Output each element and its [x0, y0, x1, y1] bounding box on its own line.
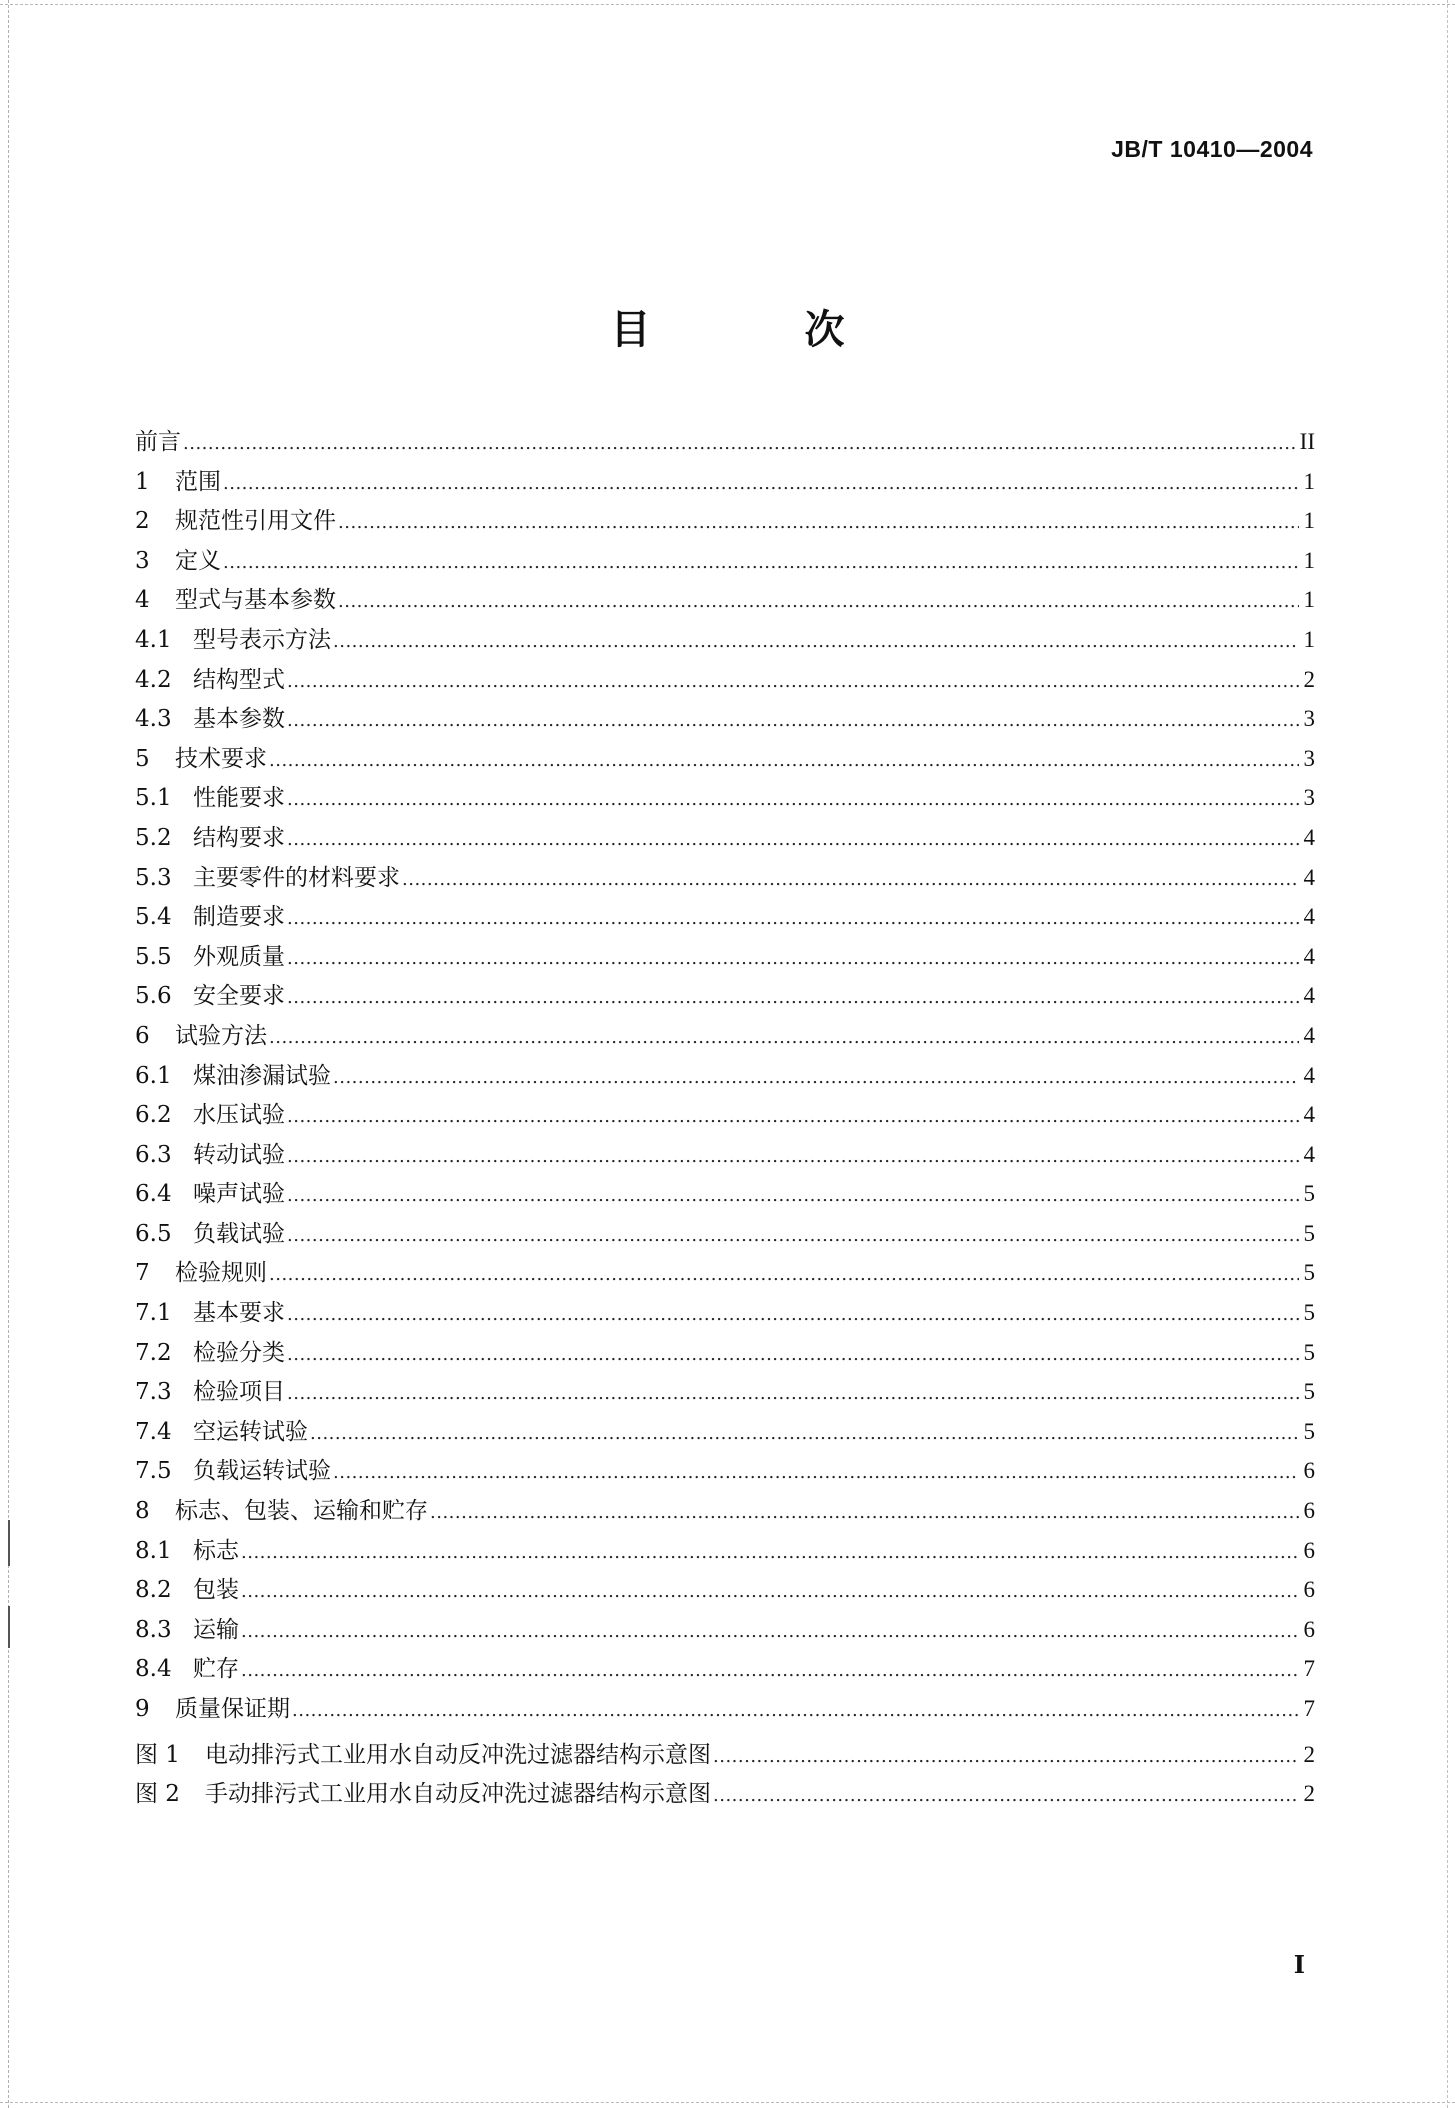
toc-entry-title: 安全要求 — [193, 983, 285, 1010]
toc-entry-title: 前言 — [135, 429, 181, 455]
toc-entry[interactable] — [135, 739, 1315, 779]
toc-leader-dots — [287, 939, 1299, 979]
toc-leader-dots — [333, 622, 1299, 662]
toc-leader-dots — [287, 899, 1299, 939]
toc-leader-dots — [269, 1018, 1299, 1058]
toc-leader-dots — [241, 1533, 1299, 1573]
toc-leader-dots — [269, 1255, 1299, 1295]
toc-entry-number: 5 — [135, 745, 150, 772]
toc-entry[interactable] — [135, 1135, 1315, 1175]
toc-leader-dots — [287, 1216, 1299, 1256]
toc-entry-page: 4 — [1303, 904, 1315, 930]
scan-edge-bottom — [0, 2102, 1455, 2104]
toc-entry[interactable] — [135, 937, 1315, 977]
toc-entry-number: 5.4 — [135, 904, 172, 931]
table-of-contents — [135, 422, 1315, 1814]
toc-entry-number: 图 2 — [135, 1781, 180, 1808]
toc-entry-page: 4 — [1303, 1141, 1315, 1167]
scan-mark — [8, 1520, 10, 1566]
toc-entry[interactable] — [135, 501, 1315, 541]
scan-edge-top — [0, 4, 1455, 6]
toc-entry-number: 7 — [135, 1260, 150, 1287]
toc-entry-number: 9 — [135, 1696, 150, 1722]
toc-entry-title: 检验项目 — [193, 1379, 285, 1406]
toc-entry-title: 空运转试验 — [193, 1418, 308, 1445]
toc-entry-number: 7.2 — [135, 1339, 172, 1366]
page-title: 目 次 — [610, 306, 915, 353]
page-number: I — [1293, 1950, 1305, 1979]
toc-entry-title: 型式与基本参数 — [175, 587, 336, 614]
toc-entry-title: 结构型式 — [193, 666, 285, 693]
toc-leader-dots — [338, 503, 1299, 543]
standard-number: JB/T 10410—2004 — [1111, 136, 1313, 162]
toc-leader-dots — [287, 701, 1299, 741]
toc-entry-page: 4 — [1303, 983, 1315, 1009]
toc-entry[interactable] — [135, 1056, 1315, 1096]
toc-entry-number: 1 — [135, 468, 150, 495]
toc-entry[interactable] — [135, 976, 1315, 1016]
toc-entry-title: 基本要求 — [193, 1300, 285, 1327]
toc-entry-page: 5 — [1303, 1181, 1315, 1207]
toc-entry-title: 结构要求 — [193, 824, 285, 851]
toc-entry-title: 检验规则 — [175, 1260, 267, 1287]
toc-entry-number: 6 — [135, 1022, 150, 1049]
toc-entry[interactable] — [135, 1016, 1315, 1056]
toc-entry-page: 3 — [1303, 785, 1315, 811]
toc-leader-dots — [713, 1737, 1299, 1777]
toc-entry-title: 煤油渗漏试验 — [193, 1062, 331, 1089]
toc-entry-page: 4 — [1303, 1062, 1315, 1088]
toc-entry-page: 4 — [1303, 1022, 1315, 1048]
toc-entry-number: 3 — [135, 547, 150, 574]
toc-entry[interactable] — [135, 422, 1315, 462]
toc-leader-dots — [430, 1493, 1299, 1533]
toc-entry-page: 6 — [1303, 1498, 1315, 1524]
toc-leader-dots — [287, 1137, 1299, 1177]
toc-entry-page: 3 — [1303, 745, 1315, 771]
toc-leader-dots — [241, 1651, 1299, 1691]
toc-entry-page: 6 — [1303, 1616, 1315, 1642]
toc-entry-page: 5 — [1303, 1418, 1315, 1444]
toc-entry-number: 5.1 — [135, 785, 172, 812]
toc-leader-dots — [241, 1612, 1299, 1652]
toc-entry[interactable] — [135, 1095, 1315, 1135]
toc-entry-title: 试验方法 — [175, 1022, 267, 1049]
toc-entry-title: 水压试验 — [193, 1102, 285, 1129]
toc-entry-number: 7.1 — [135, 1300, 172, 1327]
toc-entry-page: 1 — [1303, 547, 1315, 573]
toc-leader-dots — [310, 1414, 1299, 1454]
toc-leader-dots — [287, 978, 1299, 1018]
toc-entry-page: 4 — [1303, 824, 1315, 850]
toc-entry[interactable] — [135, 580, 1315, 620]
toc-entry-title: 规范性引用文件 — [175, 508, 336, 535]
toc-entry-page: 5 — [1303, 1300, 1315, 1326]
toc-leader-dots — [333, 1453, 1299, 1493]
toc-entry-page: 6 — [1303, 1537, 1315, 1563]
toc-entry-number: 4.3 — [135, 706, 172, 733]
toc-leader-dots — [287, 662, 1299, 702]
toc-entry-title: 贮存 — [193, 1656, 239, 1683]
toc-entry[interactable] — [135, 699, 1315, 739]
toc-entry[interactable] — [135, 1735, 1315, 1775]
toc-entry[interactable] — [135, 858, 1315, 898]
toc-leader-dots — [713, 1776, 1299, 1816]
toc-entry-title: 噪声试验 — [193, 1181, 285, 1208]
toc-entry[interactable] — [135, 660, 1315, 700]
toc-leader-dots — [287, 1374, 1299, 1414]
toc-entry-title: 定义 — [175, 547, 221, 574]
toc-entry-number: 5.2 — [135, 824, 172, 851]
toc-entry-page: 5 — [1303, 1379, 1315, 1405]
toc-entry[interactable] — [135, 462, 1315, 502]
toc-entry-title: 标志 — [193, 1537, 239, 1564]
toc-entry-number: 4 — [135, 587, 150, 614]
toc-entry-page: 7 — [1303, 1696, 1315, 1721]
toc-entry-title: 运输 — [193, 1616, 239, 1643]
toc-entry-title: 型号表示方法 — [193, 626, 331, 653]
toc-entry-number: 2 — [135, 508, 150, 535]
toc-entry[interactable] — [135, 1214, 1315, 1254]
toc-entry-page: 4 — [1303, 943, 1315, 969]
toc-entry-number: 8.2 — [135, 1577, 172, 1604]
toc-leader-dots — [241, 1572, 1299, 1612]
toc-leader-dots — [287, 1295, 1299, 1335]
toc-entry-number: 8 — [135, 1498, 150, 1525]
toc-entry-number: 7.3 — [135, 1379, 172, 1406]
toc-entry[interactable] — [135, 1491, 1315, 1531]
toc-leader-dots — [333, 1058, 1299, 1098]
toc-entry-page: 5 — [1303, 1260, 1315, 1286]
toc-entry-title: 包装 — [193, 1577, 239, 1604]
toc-entry-page: 4 — [1303, 864, 1315, 890]
toc-entry-number: 6.3 — [135, 1141, 172, 1168]
toc-entry[interactable] — [135, 1372, 1315, 1412]
toc-entry-page: 5 — [1303, 1220, 1315, 1246]
toc-entry-number: 8.3 — [135, 1616, 172, 1643]
toc-entry-page: 7 — [1303, 1656, 1315, 1682]
toc-entry-title: 检验分类 — [193, 1339, 285, 1366]
toc-entry-number: 5.5 — [135, 943, 172, 970]
toc-entry-page: 4 — [1303, 1102, 1315, 1128]
toc-entry-title: 转动试验 — [193, 1141, 285, 1168]
toc-entry-page: II — [1299, 429, 1315, 454]
toc-entry-title: 性能要求 — [193, 785, 285, 812]
toc-entry[interactable] — [135, 1333, 1315, 1373]
toc-entry-number: 6.5 — [135, 1220, 172, 1247]
toc-entry[interactable] — [135, 541, 1315, 581]
toc-entry-number: 5.3 — [135, 864, 172, 891]
toc-entry[interactable] — [135, 1412, 1315, 1452]
toc-entry-number: 8.1 — [135, 1537, 172, 1564]
toc-entry-page: 5 — [1303, 1339, 1315, 1365]
toc-entry-number: 4.1 — [135, 626, 172, 653]
toc-entry-number: 6.1 — [135, 1062, 172, 1089]
toc-entry[interactable] — [135, 1689, 1315, 1729]
toc-leader-dots — [287, 1097, 1299, 1137]
toc-entry-number: 图 1 — [135, 1741, 180, 1768]
toc-entry-page: 2 — [1303, 1741, 1315, 1767]
toc-entry[interactable] — [135, 1293, 1315, 1333]
toc-entry-number: 7.4 — [135, 1418, 172, 1445]
toc-entry-title: 范围 — [175, 468, 221, 495]
toc-entry[interactable] — [135, 1610, 1315, 1650]
toc-entry-title: 主要零件的材料要求 — [193, 864, 400, 891]
toc-entry-page: 6 — [1303, 1577, 1315, 1603]
toc-entry[interactable] — [135, 1531, 1315, 1571]
toc-entry-title: 手动排污式工业用水自动反冲洗过滤器结构示意图 — [205, 1781, 711, 1808]
toc-entry-page: 2 — [1303, 666, 1315, 692]
toc-leader-dots — [223, 464, 1299, 504]
toc-entry[interactable] — [135, 1253, 1315, 1293]
toc-entry[interactable] — [135, 1649, 1315, 1689]
toc-entry-title: 技术要求 — [175, 745, 267, 772]
toc-leader-dots — [287, 1176, 1299, 1216]
toc-leader-dots — [287, 780, 1299, 820]
toc-entry-page: 1 — [1303, 626, 1315, 652]
toc-entry-title: 标志、包装、运输和贮存 — [175, 1498, 428, 1525]
scan-mark — [8, 1606, 10, 1648]
toc-entry-title: 外观质量 — [193, 943, 285, 970]
toc-entry-title: 负载运转试验 — [193, 1458, 331, 1485]
toc-leader-dots — [338, 582, 1299, 622]
toc-entry[interactable] — [135, 1570, 1315, 1610]
toc-entry-number: 8.4 — [135, 1656, 172, 1683]
toc-entry-page: 1 — [1303, 587, 1315, 613]
toc-entry[interactable] — [135, 778, 1315, 818]
toc-entry[interactable] — [135, 1774, 1315, 1814]
toc-entry[interactable] — [135, 620, 1315, 660]
toc-leader-dots — [223, 543, 1299, 583]
toc-leader-dots — [287, 820, 1299, 860]
toc-entry-number: 7.5 — [135, 1458, 172, 1485]
toc-entry-title: 负载试验 — [193, 1220, 285, 1247]
toc-leader-dots — [269, 741, 1299, 781]
toc-entry-number: 5.6 — [135, 983, 172, 1010]
toc-leader-dots — [183, 424, 1298, 464]
toc-entry-title: 电动排污式工业用水自动反冲洗过滤器结构示意图 — [205, 1741, 711, 1768]
toc-entry-number: 6.2 — [135, 1102, 172, 1129]
toc-leader-dots — [292, 1691, 1299, 1731]
toc-entry-title: 制造要求 — [193, 904, 285, 931]
toc-entry-title: 基本参数 — [193, 706, 285, 733]
toc-entry[interactable] — [135, 1451, 1315, 1491]
toc-entry[interactable] — [135, 1174, 1315, 1214]
toc-entry-number: 6.4 — [135, 1181, 172, 1208]
toc-leader-dots — [402, 860, 1299, 900]
toc-entry-page: 1 — [1303, 468, 1315, 494]
toc-entry-page: 3 — [1303, 706, 1315, 732]
toc-entry-title: 质量保证期 — [175, 1696, 290, 1722]
toc-entry[interactable] — [135, 818, 1315, 858]
toc-leader-dots — [287, 1335, 1299, 1375]
toc-entry-page: 2 — [1303, 1781, 1315, 1807]
toc-entry-number: 4.2 — [135, 666, 172, 693]
toc-entry[interactable] — [135, 897, 1315, 937]
toc-entry-page: 6 — [1303, 1458, 1315, 1484]
toc-entry-page: 1 — [1303, 508, 1315, 534]
